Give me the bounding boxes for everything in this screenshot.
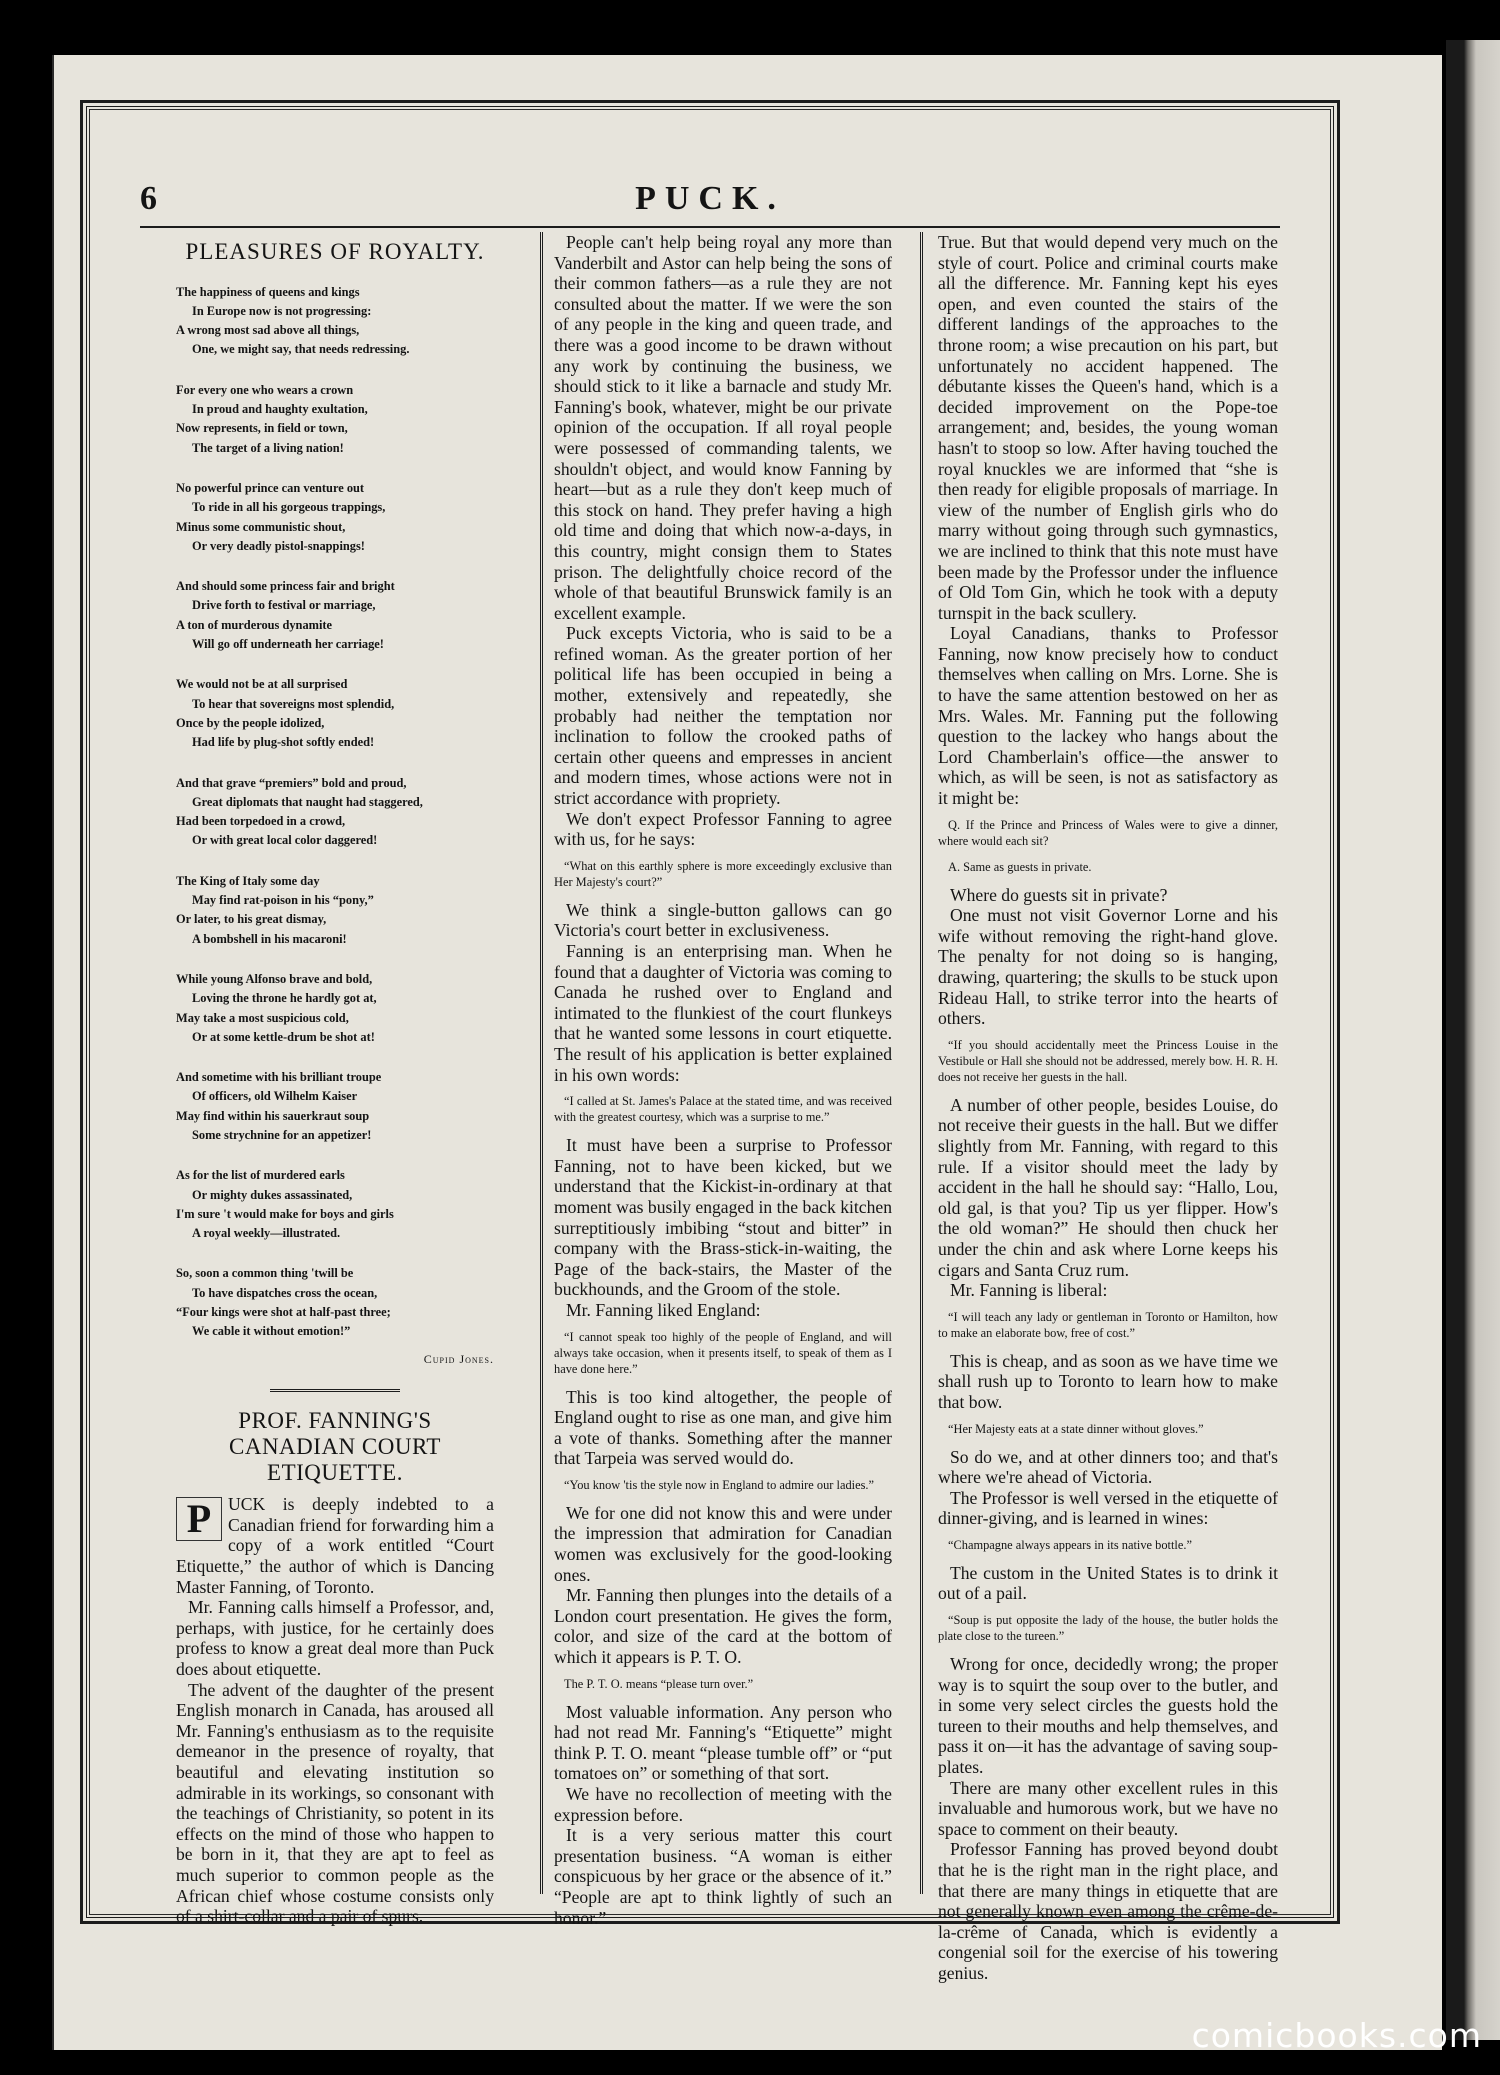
poem-line: Of officers, old Wilhelm Kaiser	[192, 1089, 358, 1104]
poem-line: Or later, to his great dismay,	[176, 912, 327, 927]
facing-page-edge	[1446, 40, 1500, 2040]
quoted-excerpt: “If you should accidentally meet the Princess Louise in the Vestibule or Hall she should not be addressed, merely bow. H. R. H. does not receive her guests in the hall.	[938, 1037, 1278, 1084]
article-paragraph: This is cheap, and as soon as we have time we shall rush up to Toronto to learn how to make that bow.	[938, 1350, 1278, 1412]
poem-line: Or with great local color daggered!	[192, 833, 378, 848]
article-paragraph: Puck excepts Victoria, who is said to be a refined woman. As the greater portion of her political life has been occupied in being a mother, extensively and repeatedly, she probably had neither the temptation nor inclination to follow the crooked paths of certain other queens and empresses in ancient and modern times, whose actions were not in strict accordance with propriety.	[554, 623, 892, 809]
article-title: PROF. FANNING'S CANADIAN COURT ETIQUETTE.	[229, 1408, 441, 1486]
poem-line: While young Alfonso brave and bold,	[176, 971, 373, 986]
poem-line: A ton of murderous dynamite	[176, 617, 333, 632]
poem-line: Now represents, in field or town,	[176, 421, 348, 436]
article-paragraph: It must have been a surprise to Professor Fanning, not to have been kicked, but we understand that the Kickist-in-ordinary at that moment was busily engaged in the back kitchen surreptitiously imbibing “stout and bitter” in company with the Brass-stick-in-waiting, the Page of the back-stairs, the Master of the buckhounds, and the Groom of the stole.	[554, 1135, 892, 1300]
article-paragraph: P UCK is deeply indebted to a Canadian friend for forwarding him a copy of a work entitled “Court Etiquette,” the author of which is Dancing Master Fanning, of Toronto.	[176, 1494, 494, 1597]
article-paragraph: Professor Fanning has proved beyond doubt that he is the right man in the right place, and that there are many things in etiquette that are not generally known even among the crême-de-la-crême of Canada, which is evidently a congenial soil for the exercise of his towering genius.	[938, 1839, 1278, 1983]
poem-line: To ride in all his gorgeous trappings,	[192, 500, 386, 515]
poem-stanza	[176, 872, 494, 949]
column-divider	[920, 232, 923, 1894]
poem-line: In Europe now is not progressing:	[192, 303, 372, 318]
article-paragraph: Wrong for once, decidedly wrong; the proper way is to squirt the soup over to the butler, and in some very select circles the guests hold the tureen to their mouths and help themselves, and pass it on—it has the advantage of saving soup-plates.	[938, 1654, 1278, 1778]
poem-line: And sometime with his brilliant troupe	[176, 1070, 382, 1085]
article-paragraph: The custom in the United States is to drink it out of a pail.	[938, 1562, 1278, 1604]
poem-line: “Four kings were shot at half-past three;	[176, 1305, 391, 1320]
masthead-title: PUCK.	[635, 180, 785, 217]
poem-stanza	[176, 577, 494, 654]
poem-line: Some strychnine for an appetizer!	[192, 1127, 372, 1142]
poem-line: The target of a living nation!	[192, 440, 344, 455]
quoted-excerpt: Q. If the Prince and Princess of Wales were to give a dinner, where would each sit?	[938, 817, 1278, 848]
article-paragraph: People can't help being royal any more than Vanderbilt and Astor can help being the sons of their common fathers—as a rule they are not consulted about the matter. If we were the son of any people in the king and queen trade, and there was a good income to be drawn without any work by continuing the business, we should stick to it like a barnacle and study Mr. Fanning's book, whatever, might be our private opinion of the occupation. If all royal people were possessed of commanding talents, we shouldn't object, and would know Fanning by heart—but as a rule they don't keep much of this stock on hand. They prefer having a high old time and doing that which now-a-days, in this country, might consign them to States prison. The delightfully choice record of the whole of that beautiful Brunswick family is an excellent example.	[554, 232, 892, 623]
quoted-excerpt: “I will teach any lady or gentleman in Toronto or Hamilton, how to make an elaborate bow, free of cost.”	[938, 1309, 1278, 1340]
article-paragraph: It is a very serious matter this court presentation business. “A woman is either conspicuous by her grace or the absence of it.” “People are apt to think lightly of such an honor.”	[554, 1825, 892, 1928]
poem-stanza	[176, 1166, 494, 1243]
quoted-excerpt: A. Same as guests in private.	[948, 859, 1092, 874]
poem-line: Drive forth to festival or marriage,	[192, 598, 376, 613]
poem-line: For every one who wears a crown	[176, 382, 354, 397]
poem-line: And that grave “premiers” bold and proud,	[176, 775, 407, 790]
page-number: 6	[140, 180, 157, 217]
poem-line: May find rat-poison in his “pony,”	[192, 893, 374, 908]
poem-line: So, soon a common thing 'twill be	[176, 1266, 354, 1281]
drop-cap: P	[176, 1497, 222, 1541]
poem-stanza	[176, 970, 494, 1047]
poem-line: May find within his sauerkraut soup	[176, 1108, 370, 1123]
article-paragraph: We think a single-button gallows can go Victoria's court better in exclusiveness.	[554, 899, 892, 941]
poem-line: One, we might say, that needs redressing.	[192, 342, 410, 357]
column-2	[554, 232, 892, 1928]
article-paragraph: Mr. Fanning calls himself a Professor, and, perhaps, with justice, for he certainly does profess to know a great deal more than Puck does about etiquette.	[176, 1597, 494, 1679]
watermark: comicbooks.com	[1191, 2016, 1482, 2055]
article-paragraph: True. But that would depend very much on the style of court. Police and criminal courts make all the difference. Mr. Fanning kept his eyes open, and even counted the stairs of the different landings of the approaches to the throne room; a wise precaution on his part, but unfortunately no accident happened. The débutante kisses the Queen's hand, which is a decided improvement on the Pope-toe arrangement; and, besides, the young woman hasn't to stoop so low. After having touched the royal knuckles we are informed that “she is then ready for eligible proposals of marriage. In view of the number of English girls who do marry without going through such gymnastics, we are inclined to think that this note must have been made by the Professor under the influence of Old Tom Gin, which he took with a deputy turnspit in the back scullery.	[938, 232, 1278, 623]
article-body-col1	[176, 1494, 494, 1926]
poem-stanza	[176, 1264, 494, 1341]
columns	[90, 232, 1330, 1983]
poem-line: We cable it without emotion!”	[192, 1324, 351, 1339]
quoted-excerpt: “What on this earthly sphere is more exceedingly exclusive than Her Majesty's court?”	[554, 858, 892, 889]
poem-line: Will go off underneath her carriage!	[192, 637, 384, 652]
poem-line: Or at some kettle-drum be shot at!	[192, 1029, 375, 1044]
poem-line: And should some princess fair and bright	[176, 579, 395, 594]
section-divider	[270, 1389, 400, 1394]
poem-stanza	[176, 1068, 494, 1145]
poem-line: The King of Italy some day	[176, 873, 320, 888]
article-paragraph: Mr. Fanning is liberal:	[950, 1280, 1108, 1301]
poem-line: To hear that sovereigns most splendid,	[192, 696, 395, 711]
poem-line: We would not be at all surprised	[176, 677, 348, 692]
content-area	[89, 109, 1331, 1983]
poem-line: Or mighty dukes assassinated,	[192, 1187, 353, 1202]
poem-line: A royal weekly—illustrated.	[192, 1226, 341, 1241]
poem-stanza	[176, 774, 494, 851]
poem-line: Or very deadly pistol-snappings!	[192, 538, 365, 553]
poem-line: No powerful prince can venture out	[176, 480, 365, 495]
quoted-excerpt: “Her Majesty eats at a state dinner without gloves.”	[948, 1421, 1204, 1436]
article-paragraph: Mr. Fanning liked England:	[566, 1299, 761, 1320]
poem-body	[176, 283, 494, 1342]
article-paragraph: We for one did not know this and were under the impression that admiration for Canadian women was exclusively for the good-looking ones.	[554, 1502, 892, 1585]
article-paragraph: We have no recollection of meeting with the expression before.	[554, 1784, 892, 1825]
quoted-excerpt: “Soup is put opposite the lady of the house, the butler holds the plate close to the tureen.”	[938, 1613, 1278, 1644]
poem-stanza	[176, 675, 494, 752]
article-paragraph: We don't expect Professor Fanning to agree with us, for he says:	[554, 808, 892, 850]
poem-line: Had been torpedoed in a crowd,	[176, 814, 346, 829]
article-paragraph: The advent of the daughter of the present English monarch in Canada, has aroused all Mr. Fanning's enthusiasm as to the requisite demeanor in the presence of royalty, that beautiful and elevating institution so admirable in its workings, so consonant with the teachings of Christianity, so potent in its effects on the mind of those who happen to be born in it, that they are apt to feel as much superior to common people as the African chief whose costume consists only of a shirt-collar and a pair of spurs.	[176, 1679, 494, 1927]
poem-line: The happiness of queens and kings	[176, 284, 360, 299]
poem-line: In proud and haughty exultation,	[192, 402, 368, 417]
article-paragraph: There are many other excellent rules in this invaluable and humorous work, but we have no space to comment on their beauty.	[938, 1777, 1278, 1839]
poem-line: Minus some communistic shout,	[176, 519, 346, 534]
article-paragraph: Fanning is an enterprising man. When he found that a daughter of Victoria was coming to Canada he rushed over to England and intimated to the flunkiest of the court flunkeys that he wanted some lessons in court etiquette. The result of his application is better explained in his own words:	[554, 941, 892, 1085]
poem-line: I'm sure 't would make for boys and girls	[176, 1206, 394, 1221]
quoted-excerpt: “You know 'tis the style now in England to admire our ladies.”	[564, 1477, 875, 1492]
poem-line: Once by the people idolized,	[176, 715, 325, 730]
column-1	[176, 232, 494, 1927]
poem-line: May take a most suspicious cold,	[176, 1010, 349, 1025]
quoted-excerpt: “I cannot speak too highly of the people of England, and will always take occasion, when it presents itself, to speak of them as I have done here.”	[554, 1329, 892, 1376]
article-paragraph: A number of other people, besides Louise, do not receive their guests in the hall. But we differ slightly from Mr. Fanning, with regard to this rule. If a visitor should meet the lady by accident in the hall he should say: “Hallo, Lou, old gal, is that you? Tip us yer flipper. How's the old woman?” He should then chuck her under the chin and ask where Lorne keeps his cigars and Santa Cruz rum.	[938, 1094, 1278, 1280]
article-paragraph: This is too kind altogether, the people of England ought to rise as one man, and give him a vote of thanks. Something after the manner that Tarpeia was served would do.	[554, 1386, 892, 1469]
article-paragraph: Where do guests sit in private?	[950, 884, 1168, 905]
poem-stanza	[176, 381, 494, 458]
poem-stanza	[176, 479, 494, 556]
masthead-rule	[140, 226, 1280, 228]
poem-line: As for the list of murdered earls	[176, 1168, 345, 1183]
column-divider	[540, 232, 543, 1894]
article-paragraph: Mr. Fanning then plunges into the details of a London court presentation. He gives the form, color, and size of the card at the bottom of which it appears is P. T. O.	[554, 1585, 892, 1668]
poem-line: Had life by plug-shot softly ended!	[192, 735, 375, 750]
column-3	[938, 232, 1278, 1983]
poem-line: To have dispatches cross the ocean,	[192, 1285, 378, 1300]
page-border	[80, 100, 1340, 1983]
article-paragraph: The Professor is well versed in the etiquette of dinner-giving, and is learned in wines:	[938, 1487, 1278, 1529]
poem-signature: Cupid Jones.	[423, 1351, 494, 1366]
article-paragraph: So do we, and at other dinners too; and that's where we're ahead of Victoria.	[938, 1446, 1278, 1488]
poem-line: Loving the throne he hardly got at,	[192, 991, 377, 1006]
poem-stanza	[176, 283, 494, 360]
article-paragraph: One must not visit Governor Lorne and his wife without removing the right-hand glove. The penalty for not doing so is hanging, drawing, quartering; the skulls to be stuck upon Rideau Hall, to strike terror into the hearts of others.	[938, 905, 1278, 1029]
quoted-excerpt: “I called at St. James's Palace at the stated time, and was received with the greatest courtesy, which was a surprise to me.”	[554, 1094, 892, 1125]
quoted-excerpt: “Champagne always appears in its native bottle.”	[948, 1537, 1192, 1552]
poem-line: A wrong most sad above all things,	[176, 323, 360, 338]
quoted-excerpt: The P. T. O. means “please turn over.”	[564, 1676, 754, 1691]
poem-line: A bombshell in his macaroni!	[192, 931, 347, 946]
poem-title: PLEASURES OF ROYALTY.	[185, 239, 485, 264]
article-paragraph: Most valuable information. Any person who had not read Mr. Fanning's “Etiquette” might think P. T. O. meant “please tumble off” or “put tomatoes on” or something of that sort.	[554, 1701, 892, 1784]
article-paragraph: Loyal Canadians, thanks to Professor Fanning, now know precisely how to conduct themselves when calling on Mrs. Lorne. She is to have the same attention bestowed on her as Mrs. Wales. Mr. Fanning put the following question to the lackey who hangs about the Lord Chamberlain's office—the answer to which, as will be seen, is not as satisfactory as it might be:	[938, 623, 1278, 809]
poem-line: Great diplomats that naught had staggered,	[192, 794, 423, 809]
